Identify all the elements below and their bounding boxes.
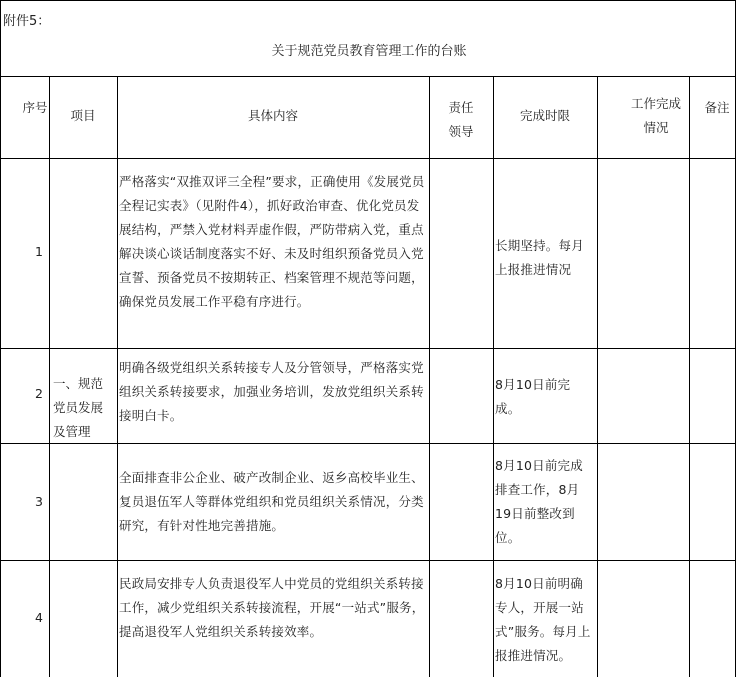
rule-col-leader bbox=[493, 76, 494, 677]
rule-col-deadline bbox=[597, 76, 598, 677]
row-2-seq: 2 bbox=[35, 386, 43, 401]
row-2-content: 明确各级党组织关系转接专人及分管领导，严格落实党组织关系转接要求，加强业务培训，发放党组织关系转接明白卡。 bbox=[119, 360, 424, 423]
rule-col-seq bbox=[49, 76, 50, 677]
row-3-seq: 3 bbox=[35, 494, 43, 509]
item-group-label: 一、规范党员发展及管理 bbox=[53, 376, 104, 439]
header-content: 具体内容 bbox=[247, 108, 298, 123]
rule-row1-bottom bbox=[1, 348, 736, 349]
rule-header-bottom bbox=[1, 158, 736, 159]
row-4-deadline: 8月10日前明确专人，开展一站式”服务。每月上报推进情况。 bbox=[495, 576, 591, 663]
row-1-deadline: 长期坚持。每月上报推进情况 bbox=[495, 238, 584, 277]
rule-col-status bbox=[689, 76, 690, 677]
header-seq: 序号 bbox=[22, 100, 48, 115]
rule-col-content bbox=[429, 76, 430, 677]
row-3-deadline: 8月10日前完成排查工作，8月19日前整改到位。 bbox=[495, 458, 583, 545]
rule-top bbox=[1, 0, 736, 1]
row-4-content: 民政局安排专人负责退役军人中党员的党组织关系转接工作，减少党组织关系转接流程，开展“一站式”服务，提高退役军人党组织关系转接效率。 bbox=[119, 576, 425, 639]
row-2-deadline: 8月10日前完成。 bbox=[495, 377, 571, 416]
rule-col-item bbox=[117, 76, 118, 677]
row-3-content: 全面排查非公企业、破产改制企业、返乡高校毕业生、复员退伍军人等群体党组织和党员组织关系情况，分类研究，有针对性地完善措施。 bbox=[119, 470, 424, 533]
document-title: 关于规范党员教育管理工作的台账 bbox=[271, 44, 467, 59]
header-deadline: 完成时限 bbox=[519, 108, 570, 123]
header-status: 工作完成情况 bbox=[630, 96, 681, 135]
header-leader: 责任领导 bbox=[448, 100, 474, 139]
header-remark: 备注 bbox=[704, 100, 730, 115]
row-1-seq: 1 bbox=[35, 244, 43, 259]
rule-title-bottom bbox=[1, 76, 736, 77]
row-4-seq: 4 bbox=[35, 610, 43, 625]
rule-row3-bottom bbox=[1, 560, 736, 561]
attachment-label: 附件5： bbox=[3, 14, 51, 29]
header-item: 项目 bbox=[70, 108, 96, 123]
row-1-content: 严格落实“双推双评三全程”要求，正确使用《发展党员全程记实表》（见附件4），抓好政治审查、优化党员发展结构，严禁入党材料弄虚作假，严防带病入党，重点解决谈心谈话制度落实不好、未及时组织预备党员入党宣誓、预备党员不按期转正、档案管理不规范等问题，确保党员发展工作平稳有序进行。 bbox=[119, 174, 425, 309]
